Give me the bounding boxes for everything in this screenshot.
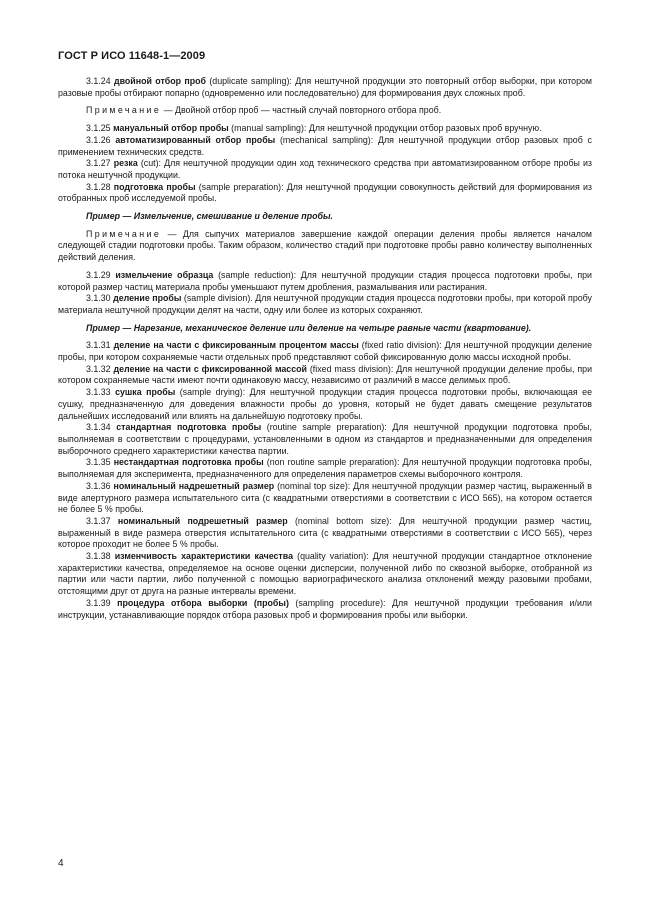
term: мануальный отбор пробы bbox=[113, 123, 229, 134]
term: подготовка пробы bbox=[113, 181, 196, 192]
term: стандартная подготовка пробы bbox=[116, 422, 262, 433]
term-entry: 3.1.26 автоматизированный отбор пробы (mechanical sampling): Для нештучной продукции отбор разовых проб с применением технических средств. bbox=[58, 134, 592, 157]
term: двойной отбор проб bbox=[113, 76, 206, 86]
term-entry: 3.1.24 двойной отбор проб (duplicate sampling): Для нештучной продукции это повторный отбор выборки, при котором разовые пробы отбирают попарно (одновременно или последовательно) для формирования двух сложных проб. bbox=[58, 76, 592, 98]
example: Пример — Нарезание, механическое деление или деление на четыре равные части (квартование). bbox=[86, 322, 532, 333]
term: измельчение образца bbox=[115, 269, 214, 280]
term-entry: 3.1.35 нестандартная подготовка пробы (non routine sample preparation): Для нештучной продукции подготовка пробы, выполняемая для эксперимента, предназначенного для определения параметров схемы выборочного контроля. bbox=[58, 457, 593, 480]
term-entry: 3.1.29 измельчение образца (sample reduction): Для нештучной продукции стадия процесса подготовки пробы, при которой размер частиц материала пробы уменьшают путем дробления, размалывания или растирания. bbox=[58, 269, 592, 292]
term-entry: 3.1.25 мануальный отбор пробы (manual sampling): Для нештучной продукции отбор разовых проб вручную. bbox=[86, 123, 542, 134]
term-entry: 3.1.27 резка (cut): Для нештучной продукции один ход технического средства при автоматизированном отборе пробы из потока нештучной продукции. bbox=[58, 158, 592, 180]
term-entry: 3.1.32 деление на части с фиксированной массой (fixed mass division): Для нештучной продукции деление пробы, при котором сохраняемые части имеют почти одинаковую массу, независимо от различий в массе делимых проб. bbox=[58, 363, 593, 386]
note-label: Примечание bbox=[86, 105, 162, 116]
term-entry: 3.1.36 номинальный надрешетный размер (nominal top size): Для нештучной продукции размер частиц, выраженный в виде апертурного размера испытательного сита (с квадратными отверстиями в соответствии с ИСО 565), на котором остается не более 5 % пробы. bbox=[58, 480, 592, 515]
term: деление пробы bbox=[113, 293, 182, 304]
example: Пример — Измельчение, смешивание и деление пробы. bbox=[86, 211, 334, 222]
term-entry: 3.1.37 номинальный подрешетный размер (nominal bottom size): Для нештучной продукции размер частиц, выраженный в виде размера отверстия испытательного сита (с квадратными отверстиями в соответствии с ИСО 565), через которое проходит не более 5 % пробы. bbox=[58, 515, 592, 550]
term: автоматизированный отбор пробы bbox=[115, 134, 276, 145]
term: процедура отбора выборки (пробы) bbox=[117, 597, 289, 608]
term: изменчивость характеристики качества bbox=[114, 551, 294, 562]
term-entry: 3.1.34 стандартная подготовка пробы (routine sample preparation): Для нештучной продукции подготовка пробы, выполняемая в соответствии с процедурами, установленными в одном из стандартов и предназначенными для определения выборочного среднего характеристики качества партии. bbox=[58, 422, 592, 456]
term: деление на части с фиксированной массой bbox=[113, 363, 307, 374]
term-entry: 3.1.31 деление на части с фиксированным процентом массы (fixed ratio division): Для нештучной продукции деление пробы, при котором сохраняемые части отдельных проб представляют собой фиксированную долю массы исходной пробы. bbox=[58, 340, 592, 363]
term-entry: 3.1.33 сушка пробы (sample drying): Для нештучной продукции стадия процесса подготовки пробы, включающая ее сушку, предназначенную для доведения влажности пробы до уровня, который не будет давать смещение результатов дальнейших исследований или влиять на дальнейшую подготовку пробы. bbox=[58, 387, 592, 421]
term-entry: 3.1.39 процедура отбора выборки (пробы) (sampling procedure): Для нештучной продукции требования и/или инструкции, устанавливающие порядок отбора разовых проб и формирования пробы или выборки. bbox=[58, 597, 592, 620]
term: резка bbox=[113, 158, 138, 169]
note-label: Примечание bbox=[86, 228, 162, 239]
term: деление на части с фиксированным процентом массы bbox=[113, 340, 359, 351]
document-body bbox=[58, 76, 592, 621]
term: сушка пробы bbox=[115, 387, 176, 398]
term-entry: 3.1.28 подготовка пробы (sample preparation): Для нештучной продукции совокупность действий для формирования из отобранных проб исследуемой пробы. bbox=[58, 181, 592, 204]
note: Примечание — Для сыпучих материалов завершение каждой операции деления пробы является началом следующей стадии подготовки пробы. Таким образом, количество стадий при подготовке пробы равно количеству выполненных действий деления. bbox=[58, 228, 592, 263]
term: номинальный подрешетный размер bbox=[117, 515, 288, 526]
page-number: 4 bbox=[58, 858, 64, 869]
term-entry: 3.1.30 деление пробы (sample division). Для нештучной продукции стадия процесса подготовки пробы, при которой пробу материала нештучной продукции делят на части, одну или более из которых сохраняют. bbox=[58, 293, 592, 315]
term: нестандартная подготовка пробы bbox=[113, 457, 264, 468]
term: номинальный надрешетный размер bbox=[113, 480, 275, 491]
note: Примечание — Двойной отбор проб — частный случай повторного отбора проб. bbox=[86, 105, 442, 116]
document-header: ГОСТ Р ИСО 11648-1—2009 bbox=[58, 50, 206, 62]
term-entry: 3.1.38 изменчивость характеристики качества (quality variation): Для нештучной продукции стандартное отклонение характеристики качества, определяемое на основе оценки дисперсии, полученной либо по сквозной выборке, отобранной из партии или части партии, либо полученной с помощью вариографического анализа отклонений между разовыми пробами, отстоящими друг от друга на разные интервалы времени. bbox=[58, 551, 592, 597]
